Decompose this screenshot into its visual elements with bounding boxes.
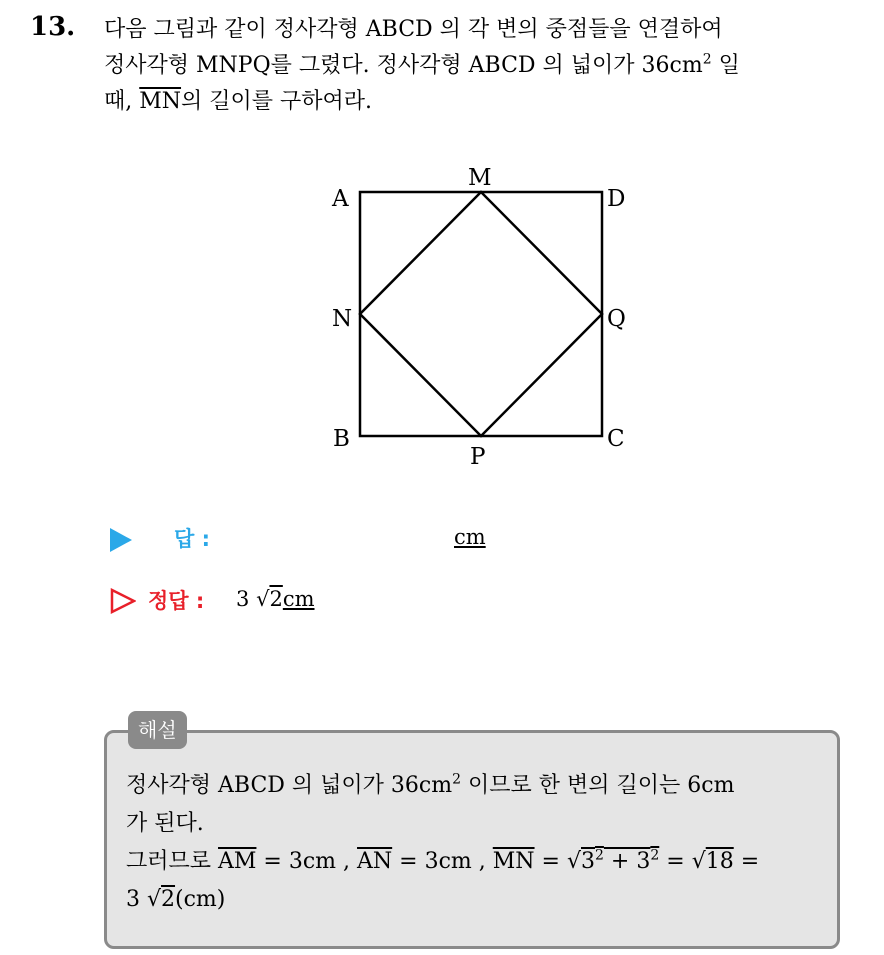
radical-sign: √ (566, 849, 581, 874)
label-b: B (333, 426, 350, 452)
square-abcd (360, 192, 602, 436)
question-line-1: 다음 그림과 같이 정사각형 ABCD 의 각 변의 중점들을 연결하여 (104, 17, 723, 42)
explanation-line-1-end: 이므로 한 변의 길이는 6cm (461, 773, 735, 798)
label-p: P (470, 444, 486, 470)
explanation-line-4 (126, 881, 826, 919)
explanation-line-1-main: 정사각형 ABCD 의 넓이가 36cm (126, 773, 453, 798)
label-a: A (332, 186, 349, 212)
superscript: 2 (452, 771, 462, 788)
question-text (104, 12, 864, 120)
explanation-tag: 해설 (128, 711, 187, 749)
explanation-line-1 (126, 767, 826, 805)
text: = 3cm , (392, 849, 493, 874)
unit: (cm) (175, 887, 226, 912)
correct-answer-row (108, 584, 608, 618)
label-m: M (468, 165, 492, 191)
question-number: 13. (30, 12, 76, 42)
question-line-2-end: 일 (711, 53, 740, 78)
radicand: 2 (161, 887, 176, 912)
radicand (581, 849, 659, 874)
square-root (256, 587, 283, 611)
radical-sign: √ (691, 849, 706, 874)
segment-am: $\overline{AM}$ (218, 849, 257, 874)
superscript: 2 (595, 847, 604, 864)
segment-mn: $\overline{MN}$ (139, 89, 182, 114)
radicand-part: 3 (581, 849, 595, 874)
square-root-sum (567, 849, 659, 874)
radicand: 2 (269, 587, 283, 611)
radical-sign: √ (147, 887, 162, 912)
outline-triangle-icon (110, 588, 136, 614)
explanation-text (126, 767, 826, 919)
question-line-2-main: 정사각형 MNPQ를 그렸다. 정사각형 ABCD 의 넓이가 36cm (104, 53, 703, 78)
segment-mn: $\overline{MN}$ (492, 849, 535, 874)
square-figure (320, 158, 640, 478)
radical-sign: √ (256, 587, 270, 611)
explanation-line-3 (126, 843, 826, 881)
text: = (659, 849, 692, 874)
answer-unit: cm (454, 525, 486, 549)
text: = (534, 849, 567, 874)
label-q: Q (607, 306, 626, 332)
square-mnpq (360, 192, 602, 436)
explanation-line-2: 가 된다. (126, 811, 204, 836)
square-root-18 (692, 849, 734, 874)
question-line-2 (104, 48, 864, 84)
text: = 3cm , (256, 849, 358, 874)
superscript: 2 (702, 51, 712, 68)
correct-answer-value (236, 587, 315, 611)
answer-row (108, 522, 608, 556)
text: 그러므로 (126, 849, 219, 874)
square-root (147, 887, 175, 912)
label-n: N (332, 306, 353, 332)
segment-an: $\overline{AN}$ (357, 849, 393, 874)
question-line-3-start: 때, (104, 89, 140, 114)
label-c: C (607, 426, 625, 452)
superscript: 2 (650, 847, 660, 864)
correct-unit: cm (282, 587, 315, 611)
correct-answer-label: 정답 : (148, 589, 205, 613)
text: = (733, 849, 760, 874)
question-line-3 (104, 84, 864, 120)
coefficient: 3 (236, 587, 250, 611)
label-d: D (607, 186, 626, 212)
radicand-part: + 3 (603, 849, 651, 874)
answer-label: 답 : (174, 527, 210, 551)
question-line-3-end: 의 길이를 구하여라. (181, 89, 373, 114)
coefficient: 3 (126, 887, 147, 912)
radicand: 18 (705, 849, 734, 874)
play-triangle-icon (110, 528, 132, 552)
